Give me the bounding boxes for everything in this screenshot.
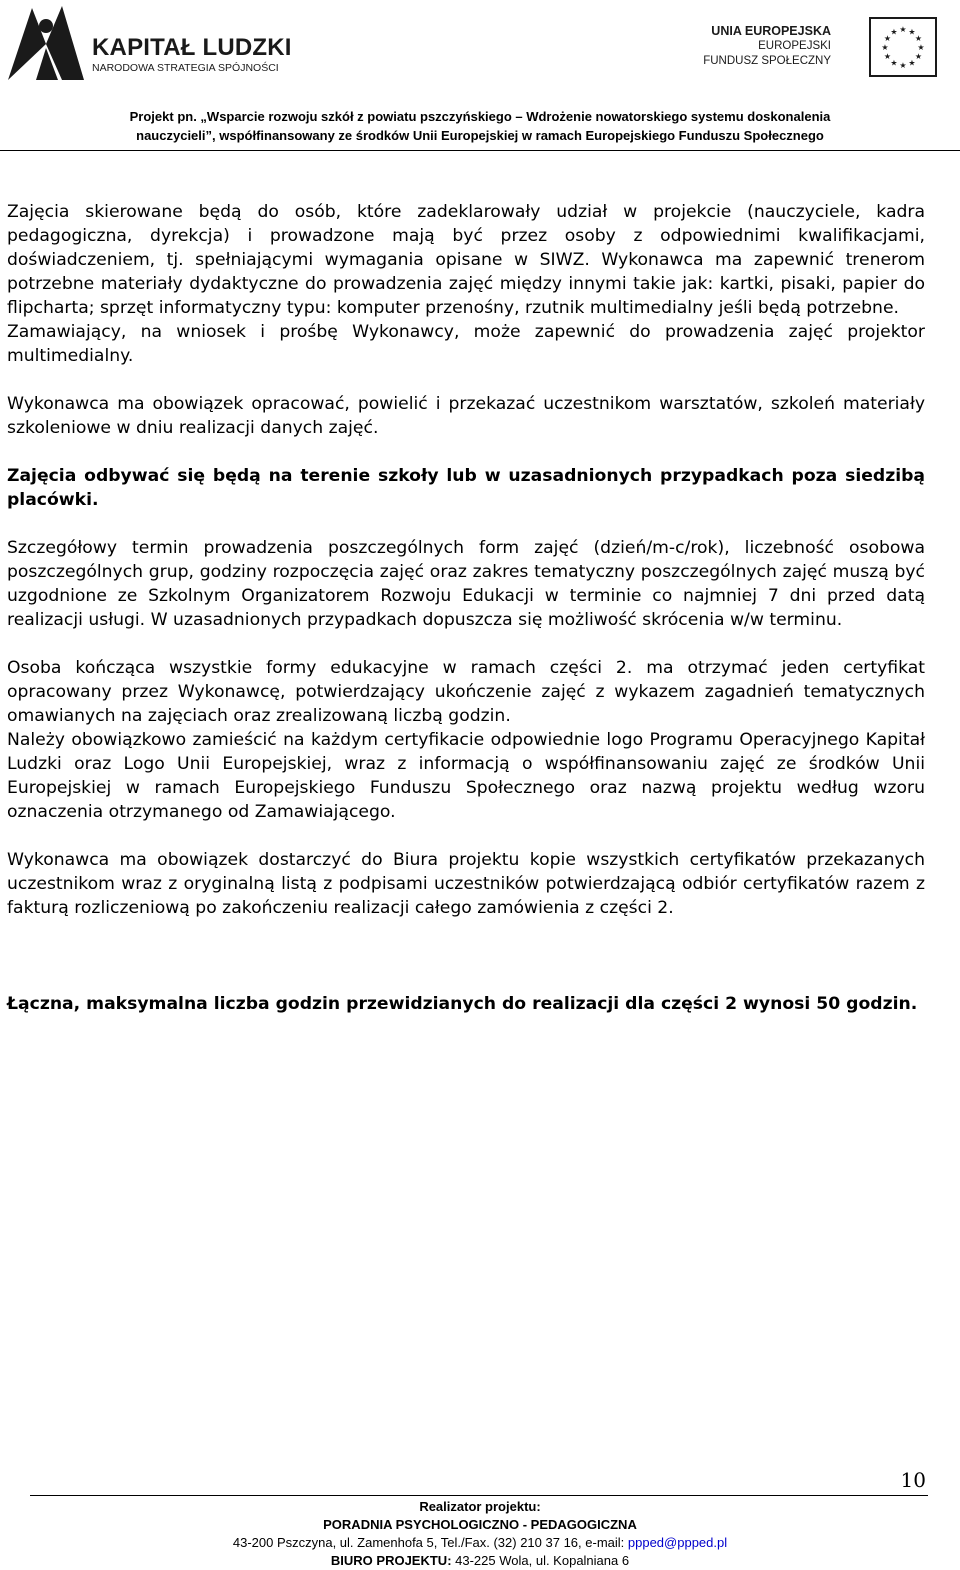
footer-contact: [0, 1534, 960, 1552]
kapital-ludzki-title: KAPITAŁ LUDZKI: [92, 34, 292, 61]
paragraph-materials: Wykonawca ma obowiązek opracować, powielić i przekazać uczestnikom warsztatów, szkoleń materiały szkoleniowe w dniu realizacji danych zajęć.: [7, 394, 925, 438]
paragraph-certificate-logo: Należy obowiązkowo zamieścić na każdym certyfikacie odpowiednie logo Programu Operacyjnego Kapitał Ludzki oraz Logo Unii Europejskiej, wraz z informacją o współfinansowaniu zajęć ze środków Unii Europejskiej w ramach Europejskiego Funduszu Społecznego oraz nazwą projektu według wzoru oznaczenia otrzymanego od Zamawiającego.: [7, 730, 925, 822]
svg-text:★: ★: [883, 52, 892, 61]
eu-logo-line2: EUROPEJSKI: [758, 40, 831, 52]
eu-logo-text: [703, 24, 831, 69]
paragraph-schedule: Szczegółowy termin prowadzenia poszczególnych form zajęć (dzień/m-c/rok), liczebność osobowa poszczególnych grup, godziny rozpoczęcia zajęć oraz zakres tematyczny poszczególnych zajęć muszą być uzgodnione ze Szkolnym Organizatorem Rozwoju Edukacji w terminie co najmniej 7 dni przed datą realizacji usługi. W uzasadnionych przypadkach dopuszcza się możliwość skrócenia w/w terminu.: [7, 538, 925, 630]
svg-text:★: ★: [890, 27, 898, 37]
paragraph-participants: Zajęcia skierowane będą do osób, które zadeklarowały udział w projekcie (nauczyciele, kadra pedagogiczna, dyrekcja) i prowadzone mają być przez osoby z odpowiednimi kwalifikacjami, doświadczeniem, tj. spełniającymi wymagania opisane w SIWZ. Wykonawca ma zapewnić trenerom potrzebne materiały dydaktyczne do prowadzenia zajęć między innymi takie jak: kartki, pisaki, papier do flipcharta; sprzęt informatyczny typu: komputer przenośny, rzutnik multimedialny jeśli będą potrzebne.: [7, 202, 925, 318]
svg-text:★: ★: [883, 34, 892, 43]
page-number: 10: [900, 1468, 926, 1492]
kapital-ludzki-subtitle: NARODOWA STRATEGIA SPÓJNOŚCI: [92, 62, 279, 74]
eu-logo-line1: UNIA EUROPEJSKA: [711, 24, 831, 38]
svg-text:★: ★: [899, 25, 907, 34]
footer-office: [0, 1552, 960, 1570]
svg-text:★: ★: [914, 34, 923, 43]
paragraph-certificate: Osoba kończąca wszystkie formy edukacyjne w ramach części 2. ma otrzymać jeden certyfikat opracowany przez Wykonawcę, potwierdzający ukończenie zajęć z wykazem zagadnień tematycznych omawianych na zajęciach oraz zrealizowaną liczbą godzin.: [7, 658, 925, 726]
eu-flag-icon: [869, 17, 937, 77]
document-body: [7, 200, 925, 1016]
paragraph-location: Zajęcia odbywać się będą na terenie szkoły lub w uzasadnionych przypadkach poza siedzibą placówki.: [7, 466, 925, 510]
project-title-line1: Projekt pn. „Wsparcie rozwoju szkół z powiatu pszczyńskiego – Wdrożenie nowatorskiego systemu doskonalenia: [129, 109, 831, 124]
paragraph-total-hours: Łączna, maksymalna liczba godzin przewidzianych do realizacji dla części 2 wynosi 50 godzin.: [7, 994, 918, 1014]
paragraph-projector: Zamawiający, na wniosek i prośbę Wykonawcy, może zapewnić do prowadzenia zajęć projektor multimedialny.: [7, 322, 925, 366]
svg-text:★: ★: [917, 43, 925, 52]
page-footer: [0, 1498, 960, 1570]
svg-text:★: ★: [899, 61, 907, 70]
svg-text:★: ★: [908, 58, 916, 68]
footer-organization: PORADNIA PSYCHOLOGICZNO - PEDAGOGICZNA: [323, 1517, 637, 1532]
svg-text:★: ★: [908, 27, 916, 37]
svg-text:★: ★: [881, 43, 889, 52]
svg-text:★: ★: [890, 58, 898, 68]
svg-text:★: ★: [914, 52, 923, 61]
footer-office-label: BIURO PROJEKTU:: [330, 1553, 452, 1568]
page-header: [0, 0, 960, 152]
footer-divider: [30, 1495, 928, 1496]
footer-realizator-label: Realizator projektu:: [419, 1499, 541, 1514]
eu-logo: [705, 17, 937, 79]
footer-email-link[interactable]: ppped@ppped.pl: [627, 1535, 728, 1550]
kapital-ludzki-emblem-icon: [6, 4, 86, 82]
header-divider: [0, 150, 960, 151]
paragraph-certificate-delivery: Wykonawca ma obowiązek dostarczyć do Biura projektu kopie wszystkich certyfikatów przekazanych uczestnikom wraz z oryginalną listą z podpisami uczestników potwierdzającą odbiór certyfikatów razem z fakturą rozliczeniową po zakończeniu realizacji całego zamówienia z części 2.: [7, 850, 925, 918]
project-title-line2: nauczycieli”, współfinansowany ze środków Unii Europejskiej w ramach Europejskiego Funduszu Społecznego: [136, 128, 824, 143]
eu-logo-line3: FUNDUSZ SPOŁECZNY: [703, 55, 831, 67]
kapital-ludzki-logo: [6, 4, 306, 82]
footer-address: 43-200 Pszczyna, ul. Zamenhofa 5, Tel./Fax. (32) 210 37 16, e-mail:: [232, 1535, 628, 1550]
footer-office-address: 43-225 Wola, ul. Kopalniana 6: [451, 1553, 630, 1568]
